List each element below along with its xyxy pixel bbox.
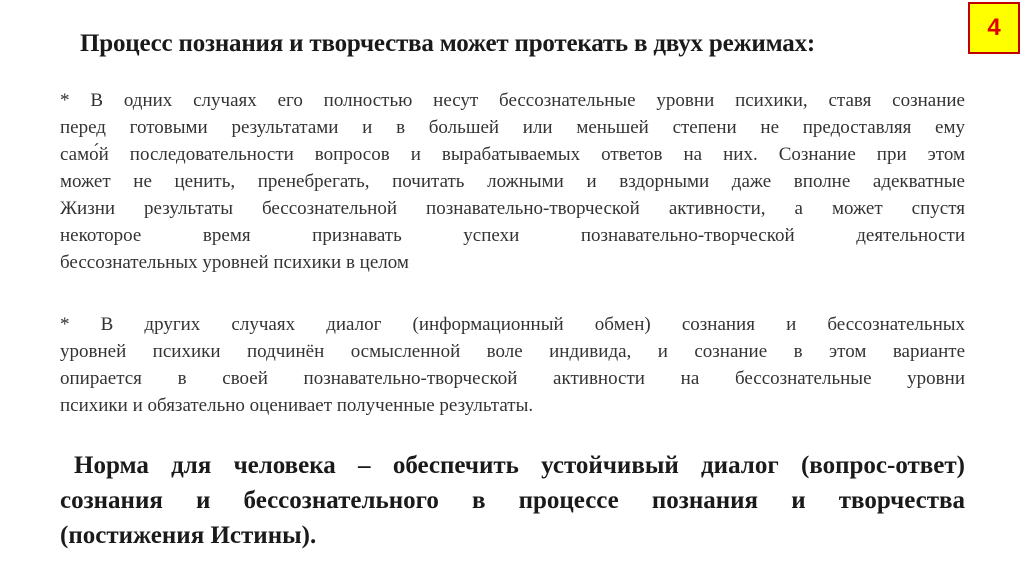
paragraph-unconscious-mode: [60, 87, 965, 276]
paragraph-line: перед готовыми результатами и в большей или меньшей степени не предоставляя ему: [60, 117, 965, 138]
paragraph-line: опирается в своей познавательно-творческой активности на бессознательные уровни: [60, 368, 965, 389]
paragraph-line: уровней психики подчинён осмысленной воле индивида, и сознание в этом варианте: [60, 341, 965, 362]
paragraph-line: Жизни результаты бессознательной познавательно-творческой активности, а может спустя: [60, 198, 965, 219]
paragraph-line: * В одних случаях его полностью несут бессознательные уровни психики, ставя сознание: [60, 90, 965, 111]
slide-number: 4: [987, 14, 1001, 41]
paragraph-line: само́й последовательности вопросов и вырабатываемых ответов на них. Сознание при этом: [60, 144, 965, 165]
paragraph-line: некоторое время признавать успехи познавательно-творческой деятельности: [60, 225, 965, 246]
paragraph-line: бессознательных уровней психики в целом: [60, 252, 409, 273]
conclusion-line: сознания и бессознательного в процессе познания и творчества: [60, 487, 965, 514]
slide-number-badge: [968, 2, 1020, 54]
paragraph-line: * В других случаях диалог (информационный обмен) сознания и бессознательных: [60, 314, 965, 335]
paragraph-dialog-mode: [60, 311, 965, 419]
conclusion-line: (постижения Истины).: [60, 522, 317, 549]
conclusion-statement: [60, 448, 965, 553]
slide-title: Процесс познания и творчества может протекать в двух режимах:: [80, 30, 816, 57]
paragraph-line: может не ценить, пренебрегать, почитать ложными и вздорными даже вполне адекватные: [60, 171, 965, 192]
conclusion-line: Норма для человека – обеспечить устойчивый диалог (вопрос-ответ): [74, 452, 965, 479]
paragraph-line: психики и обязательно оценивает полученные результаты.: [60, 395, 534, 416]
